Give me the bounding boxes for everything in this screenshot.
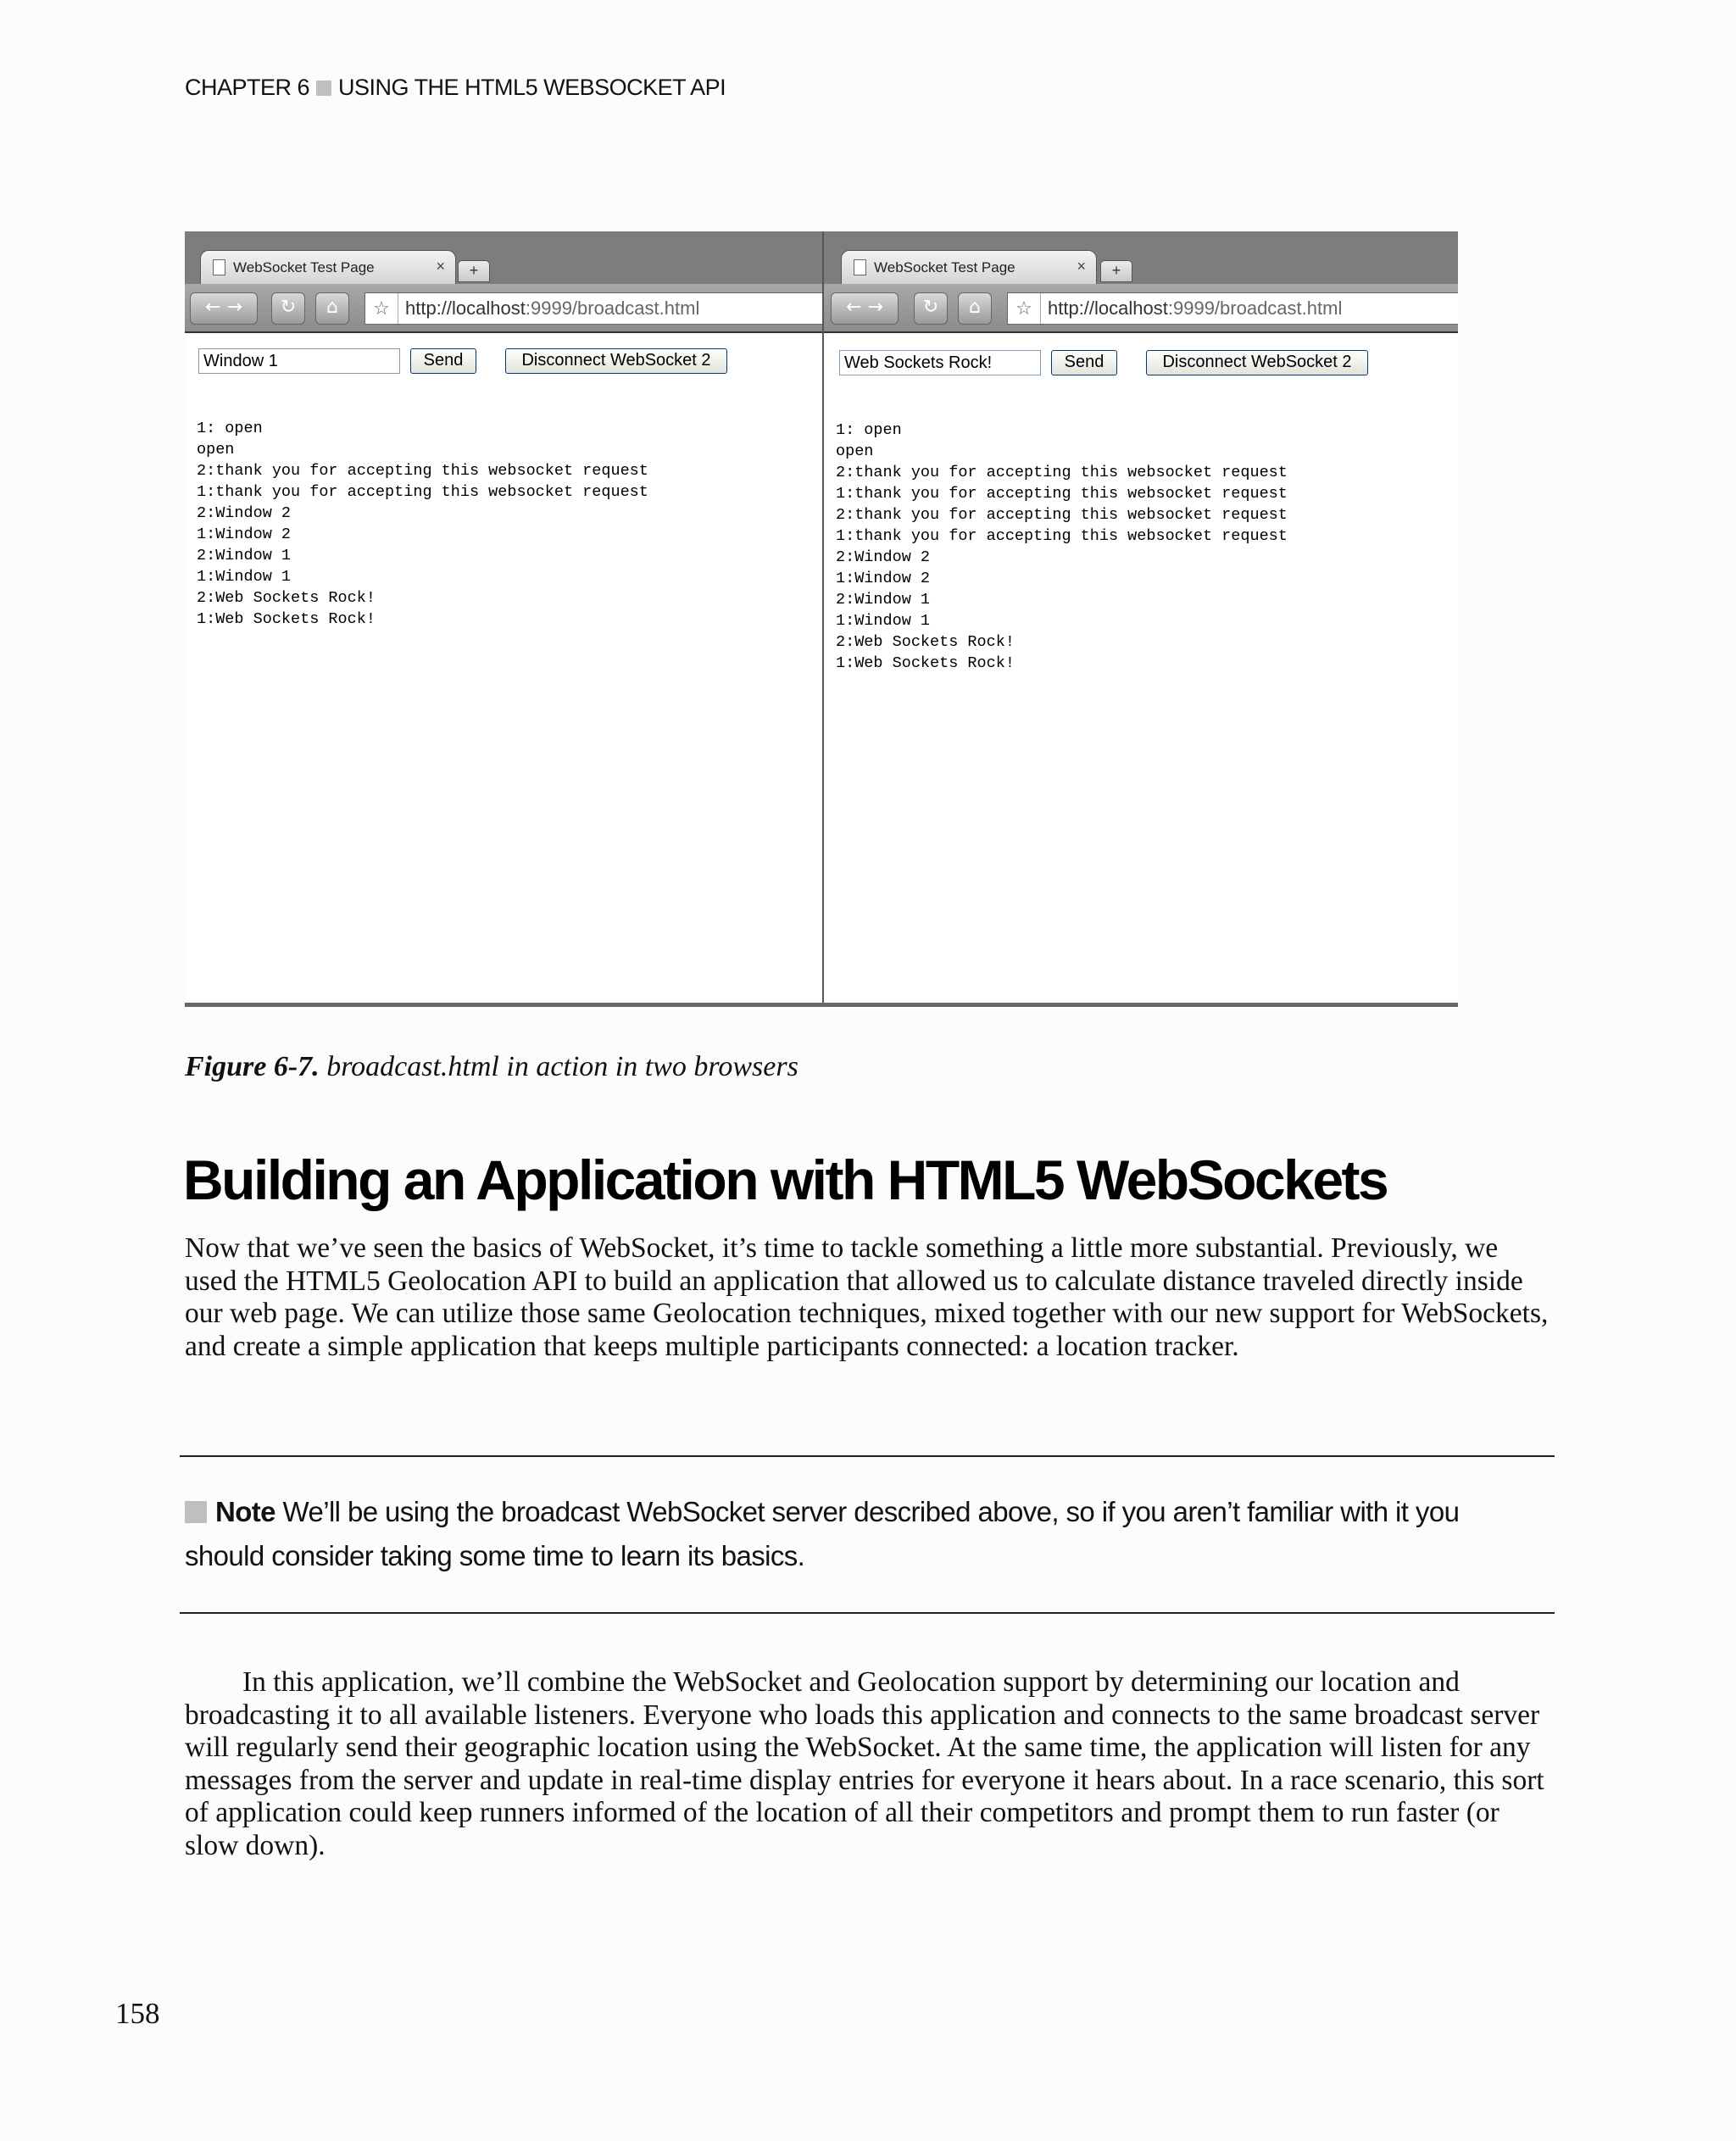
browser-window-1	[185, 231, 824, 1005]
tab-title: WebSocket Test Page	[233, 259, 375, 275]
message-input[interactable]	[198, 348, 400, 374]
tab-title: WebSocket Test Page	[874, 259, 1015, 275]
back-forward-icon[interactable]: ← →	[190, 292, 258, 325]
figure-screenshot	[185, 231, 1458, 1009]
address-bar[interactable]	[364, 292, 822, 325]
note-text: We’ll be using the broadcast WebSocket server described above, so if you aren’t familiar with it you should consider taking some time to learn its basics.	[185, 1496, 1460, 1571]
log-line: 2:Web Sockets Rock!	[836, 633, 1015, 651]
log-line: 2:thank you for accepting this websocket request	[836, 506, 1288, 524]
home-icon[interactable]: ⌂	[958, 292, 992, 325]
page-number: 158	[115, 1997, 160, 2030]
log-line: 1:Web Sockets Rock!	[197, 610, 376, 628]
log-line: 2:Web Sockets Rock!	[197, 589, 376, 607]
browser-toolbar	[185, 284, 822, 331]
chapter-label: CHAPTER 6	[185, 75, 310, 100]
send-button[interactable]: Send	[410, 348, 476, 374]
browser-toolbar	[824, 284, 1458, 331]
star-icon[interactable]: ☆	[1008, 293, 1041, 324]
log-line: 1:Web Sockets Rock!	[836, 654, 1015, 672]
message-log	[197, 418, 648, 630]
browser-tab[interactable]	[200, 250, 456, 285]
log-line: 1:thank you for accepting this websocket request	[836, 485, 1288, 503]
log-line: 1: open	[197, 420, 263, 437]
log-line: 2:Window 1	[836, 591, 931, 609]
note-top-rule	[180, 1455, 1555, 1457]
log-line: open	[836, 442, 874, 460]
log-line: 1:Window 1	[197, 568, 292, 586]
log-line: 2:Window 2	[836, 548, 931, 566]
log-line: 2:Window 1	[197, 547, 292, 564]
reload-icon[interactable]: ↻	[271, 292, 305, 325]
browser-tab[interactable]	[841, 250, 1097, 285]
page-content	[824, 331, 1458, 1009]
back-forward-icon[interactable]: ← →	[831, 292, 899, 325]
disconnect-button[interactable]: Disconnect WebSocket 2	[1146, 350, 1368, 375]
figure-caption	[185, 1051, 798, 1083]
close-icon[interactable]: ×	[1077, 258, 1086, 275]
note-box	[185, 1490, 1524, 1578]
body-paragraph-2: In this application, we’ll combine the WebSocket and Geolocation support by determining our location and broadcasting it to all available listeners. Everyone who loads this application and connects to the same broadcast server will regularly send their geographic location using the WebSocket. At the same time, the application will listen for any messages from the server and update in real-time display entries for everyone it hears about. In a race scenario, this sort of application could keep runners informed of the location of all their competitors and prompt them to run faster (or slow down).	[185, 1666, 1544, 1861]
log-line: 2:thank you for accepting this websocket request	[197, 462, 648, 480]
log-line: 2:thank you for accepting this websocket request	[836, 464, 1288, 481]
log-line: 1:thank you for accepting this websocket request	[197, 483, 648, 501]
browser-chrome	[824, 231, 1458, 331]
section-title: Building an Application with HTML5 WebSockets	[183, 1148, 1388, 1211]
body-paragraph-1: Now that we’ve seen the basics of WebSocket, it’s time to tackle something a little more substantial. Previously, we used the HTML5 Geolocation API to build an application that allowed us to calculate distance traveled directly inside our web page. We can utilize those same Geolocation techniques, mixed together with our new support for WebSockets, and create a simple application that keeps multiple participants connected: a location tracker.	[185, 1232, 1549, 1362]
log-line: 1:Window 2	[197, 526, 292, 543]
page-content	[185, 331, 822, 1005]
address-bar[interactable]	[1007, 292, 1458, 325]
url-host: http://localhost	[1048, 298, 1168, 319]
caption-text: broadcast.html in action in two browsers	[319, 1051, 798, 1082]
caption-label: Figure 6-7.	[185, 1051, 320, 1082]
log-line: open	[197, 441, 235, 459]
figure-bottom-border	[185, 1003, 1458, 1007]
chapter-title: USING THE HTML5 WEBSOCKET API	[338, 75, 726, 100]
square-bullet-icon	[185, 1501, 207, 1523]
log-line: 2:Window 2	[197, 504, 292, 522]
page-icon	[854, 259, 866, 275]
message-log	[836, 420, 1288, 674]
home-icon[interactable]: ⌂	[315, 292, 349, 325]
new-tab-button[interactable]: +	[458, 260, 490, 282]
browser-window-2	[824, 231, 1458, 1009]
url-host: http://localhost	[405, 298, 526, 319]
page-icon	[213, 259, 225, 275]
log-line: 1: open	[836, 421, 902, 439]
url-path: :9999/broadcast.html	[525, 298, 700, 319]
log-line: 1:Window 1	[836, 612, 931, 630]
browser-chrome	[185, 231, 822, 331]
note-bottom-rule	[180, 1612, 1555, 1614]
note-label: Note	[215, 1496, 275, 1527]
reload-icon[interactable]: ↻	[914, 292, 948, 325]
send-button[interactable]: Send	[1051, 350, 1117, 375]
log-line: 1:thank you for accepting this websocket request	[836, 527, 1288, 545]
disconnect-button[interactable]: Disconnect WebSocket 2	[505, 348, 727, 374]
close-icon[interactable]: ×	[436, 258, 445, 275]
square-bullet-icon	[316, 81, 331, 96]
running-head	[185, 75, 726, 101]
star-icon[interactable]: ☆	[365, 293, 398, 324]
url-path: :9999/broadcast.html	[1167, 298, 1343, 319]
message-input[interactable]	[839, 350, 1041, 375]
new-tab-button[interactable]: +	[1100, 260, 1132, 282]
log-line: 1:Window 2	[836, 570, 931, 587]
